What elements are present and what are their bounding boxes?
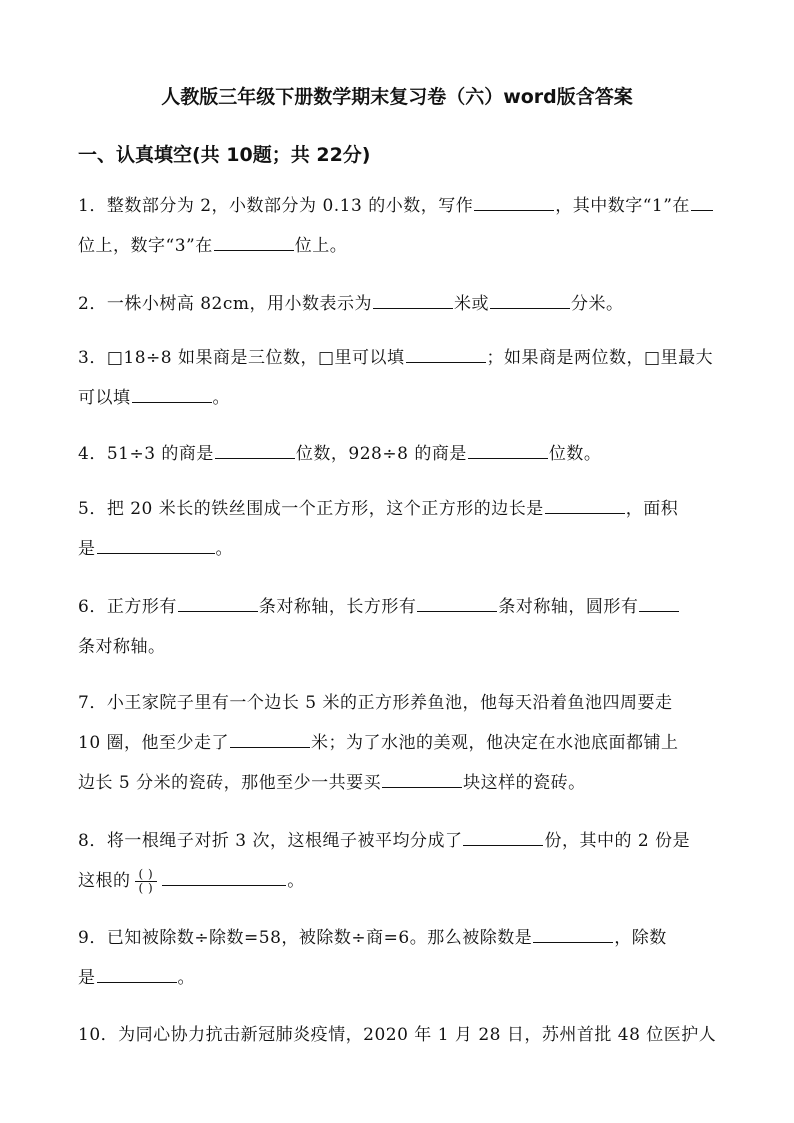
answer-blank[interactable]	[533, 924, 613, 943]
q9-text-b: ，除数	[614, 928, 667, 948]
question-9	[78, 918, 718, 998]
q2-text-b: 米或	[454, 294, 489, 314]
q10-text-a: 10．为同心协力抗击新冠肺炎疫情，2020 年 1 月 28 日，苏州首批 48 位医护人	[78, 1025, 717, 1045]
q7-text-a: 7．小王家院子里有一个边长 5 米的正方形养鱼池，他每天沿着鱼池四周要走	[78, 693, 673, 713]
q6-text-c: 条对称轴，圆形有	[498, 597, 639, 617]
answer-blank[interactable]	[97, 535, 215, 554]
answer-blank[interactable]	[490, 290, 570, 309]
answer-blank[interactable]	[215, 440, 295, 459]
q3-text-a: 3．□18÷8 如果商是三位数，□里可以填	[78, 348, 405, 368]
answer-blank[interactable]	[468, 440, 548, 459]
answer-blank[interactable]	[97, 964, 177, 983]
q1-text-b: ，其中数字“1”在	[555, 196, 690, 216]
q3-text-b: ；如果商是两位数，□里最大	[486, 348, 714, 368]
answer-blank[interactable]	[545, 495, 625, 514]
q9-text-c: 是	[78, 968, 96, 988]
q4-text-c: 位数。	[548, 444, 602, 464]
q7-text-b: 10 圈，他至少走了	[78, 733, 230, 753]
q2-text-c: 分米。	[571, 294, 624, 314]
q8-text-c: 这根的	[78, 871, 131, 891]
answer-blank[interactable]	[406, 344, 486, 363]
q8-text-b: 份，其中的 2 份是	[544, 831, 691, 851]
answer-blank[interactable]	[214, 232, 294, 251]
q5-text-d: 。	[215, 539, 233, 559]
answer-blank[interactable]	[178, 593, 258, 612]
q9-text-a: 9．已知被除数÷除数=58，被除数÷商=6。那么被除数是	[78, 928, 533, 948]
q4-text-b: 位数，928÷8 的商是	[295, 444, 467, 464]
question-4	[78, 434, 718, 474]
q1-text-c: 位上，数字“3”在	[78, 236, 213, 256]
q7-text-e: 块这样的瓷砖。	[463, 773, 586, 793]
q9-text-d: 。	[177, 968, 195, 988]
q4-text-a: 4．51÷3 的商是	[78, 444, 214, 464]
question-5	[78, 489, 718, 569]
question-1	[78, 186, 718, 266]
question-6	[78, 587, 718, 667]
answer-blank[interactable]	[639, 593, 679, 612]
q5-text-b: ，面积	[625, 499, 679, 519]
answer-blank[interactable]	[162, 867, 286, 886]
q6-text-b: 条对称轴，长方形有	[258, 597, 417, 617]
q8-text-d: 。	[287, 871, 305, 891]
q7-text-c: 米；为了水池的美观，他决定在水池底面都铺上	[311, 733, 679, 753]
q3-text-c: 可以填	[78, 388, 131, 408]
answer-blank[interactable]	[691, 192, 713, 211]
question-2	[78, 284, 718, 324]
answer-blank[interactable]	[373, 290, 453, 309]
q8-text-a: 8．将一根绳子对折 3 次，这根绳子被平均分成了	[78, 831, 463, 851]
question-3	[78, 338, 718, 418]
question-10	[78, 1015, 718, 1055]
answer-blank[interactable]	[382, 769, 462, 788]
fraction	[135, 868, 158, 895]
fraction-numerator[interactable]: ( )	[135, 868, 158, 882]
q6-text-d: 条对称轴。	[78, 637, 166, 657]
page-title: 人教版三年级下册数学期末复习卷（六）word版含答案	[161, 86, 633, 108]
q5-text-a: 5．把 20 米长的铁丝围成一个正方形，这个正方形的边长是	[78, 499, 544, 519]
answer-blank[interactable]	[230, 729, 310, 748]
q1-text-d: 位上。	[294, 236, 348, 256]
answer-blank[interactable]	[474, 192, 554, 211]
q5-text-c: 是	[78, 539, 96, 559]
q2-text-a: 2．一株小树高 82cm，用小数表示为	[78, 294, 372, 314]
question-7	[78, 683, 718, 803]
answer-blank[interactable]	[417, 593, 497, 612]
question-8	[78, 821, 718, 901]
q7-text-d: 边长 5 分米的瓷砖，那他至少一共要买	[78, 773, 382, 793]
section-heading: 一、认真填空(共 10题；共 22分)	[78, 144, 371, 166]
q6-text-a: 6．正方形有	[78, 597, 177, 617]
fraction-denominator[interactable]: ( )	[138, 881, 154, 895]
answer-blank[interactable]	[132, 384, 212, 403]
q1-text-a: 1．整数部分为 2，小数部分为 0.13 的小数，写作	[78, 196, 474, 216]
q3-text-d: 。	[212, 388, 230, 408]
answer-blank[interactable]	[463, 827, 543, 846]
